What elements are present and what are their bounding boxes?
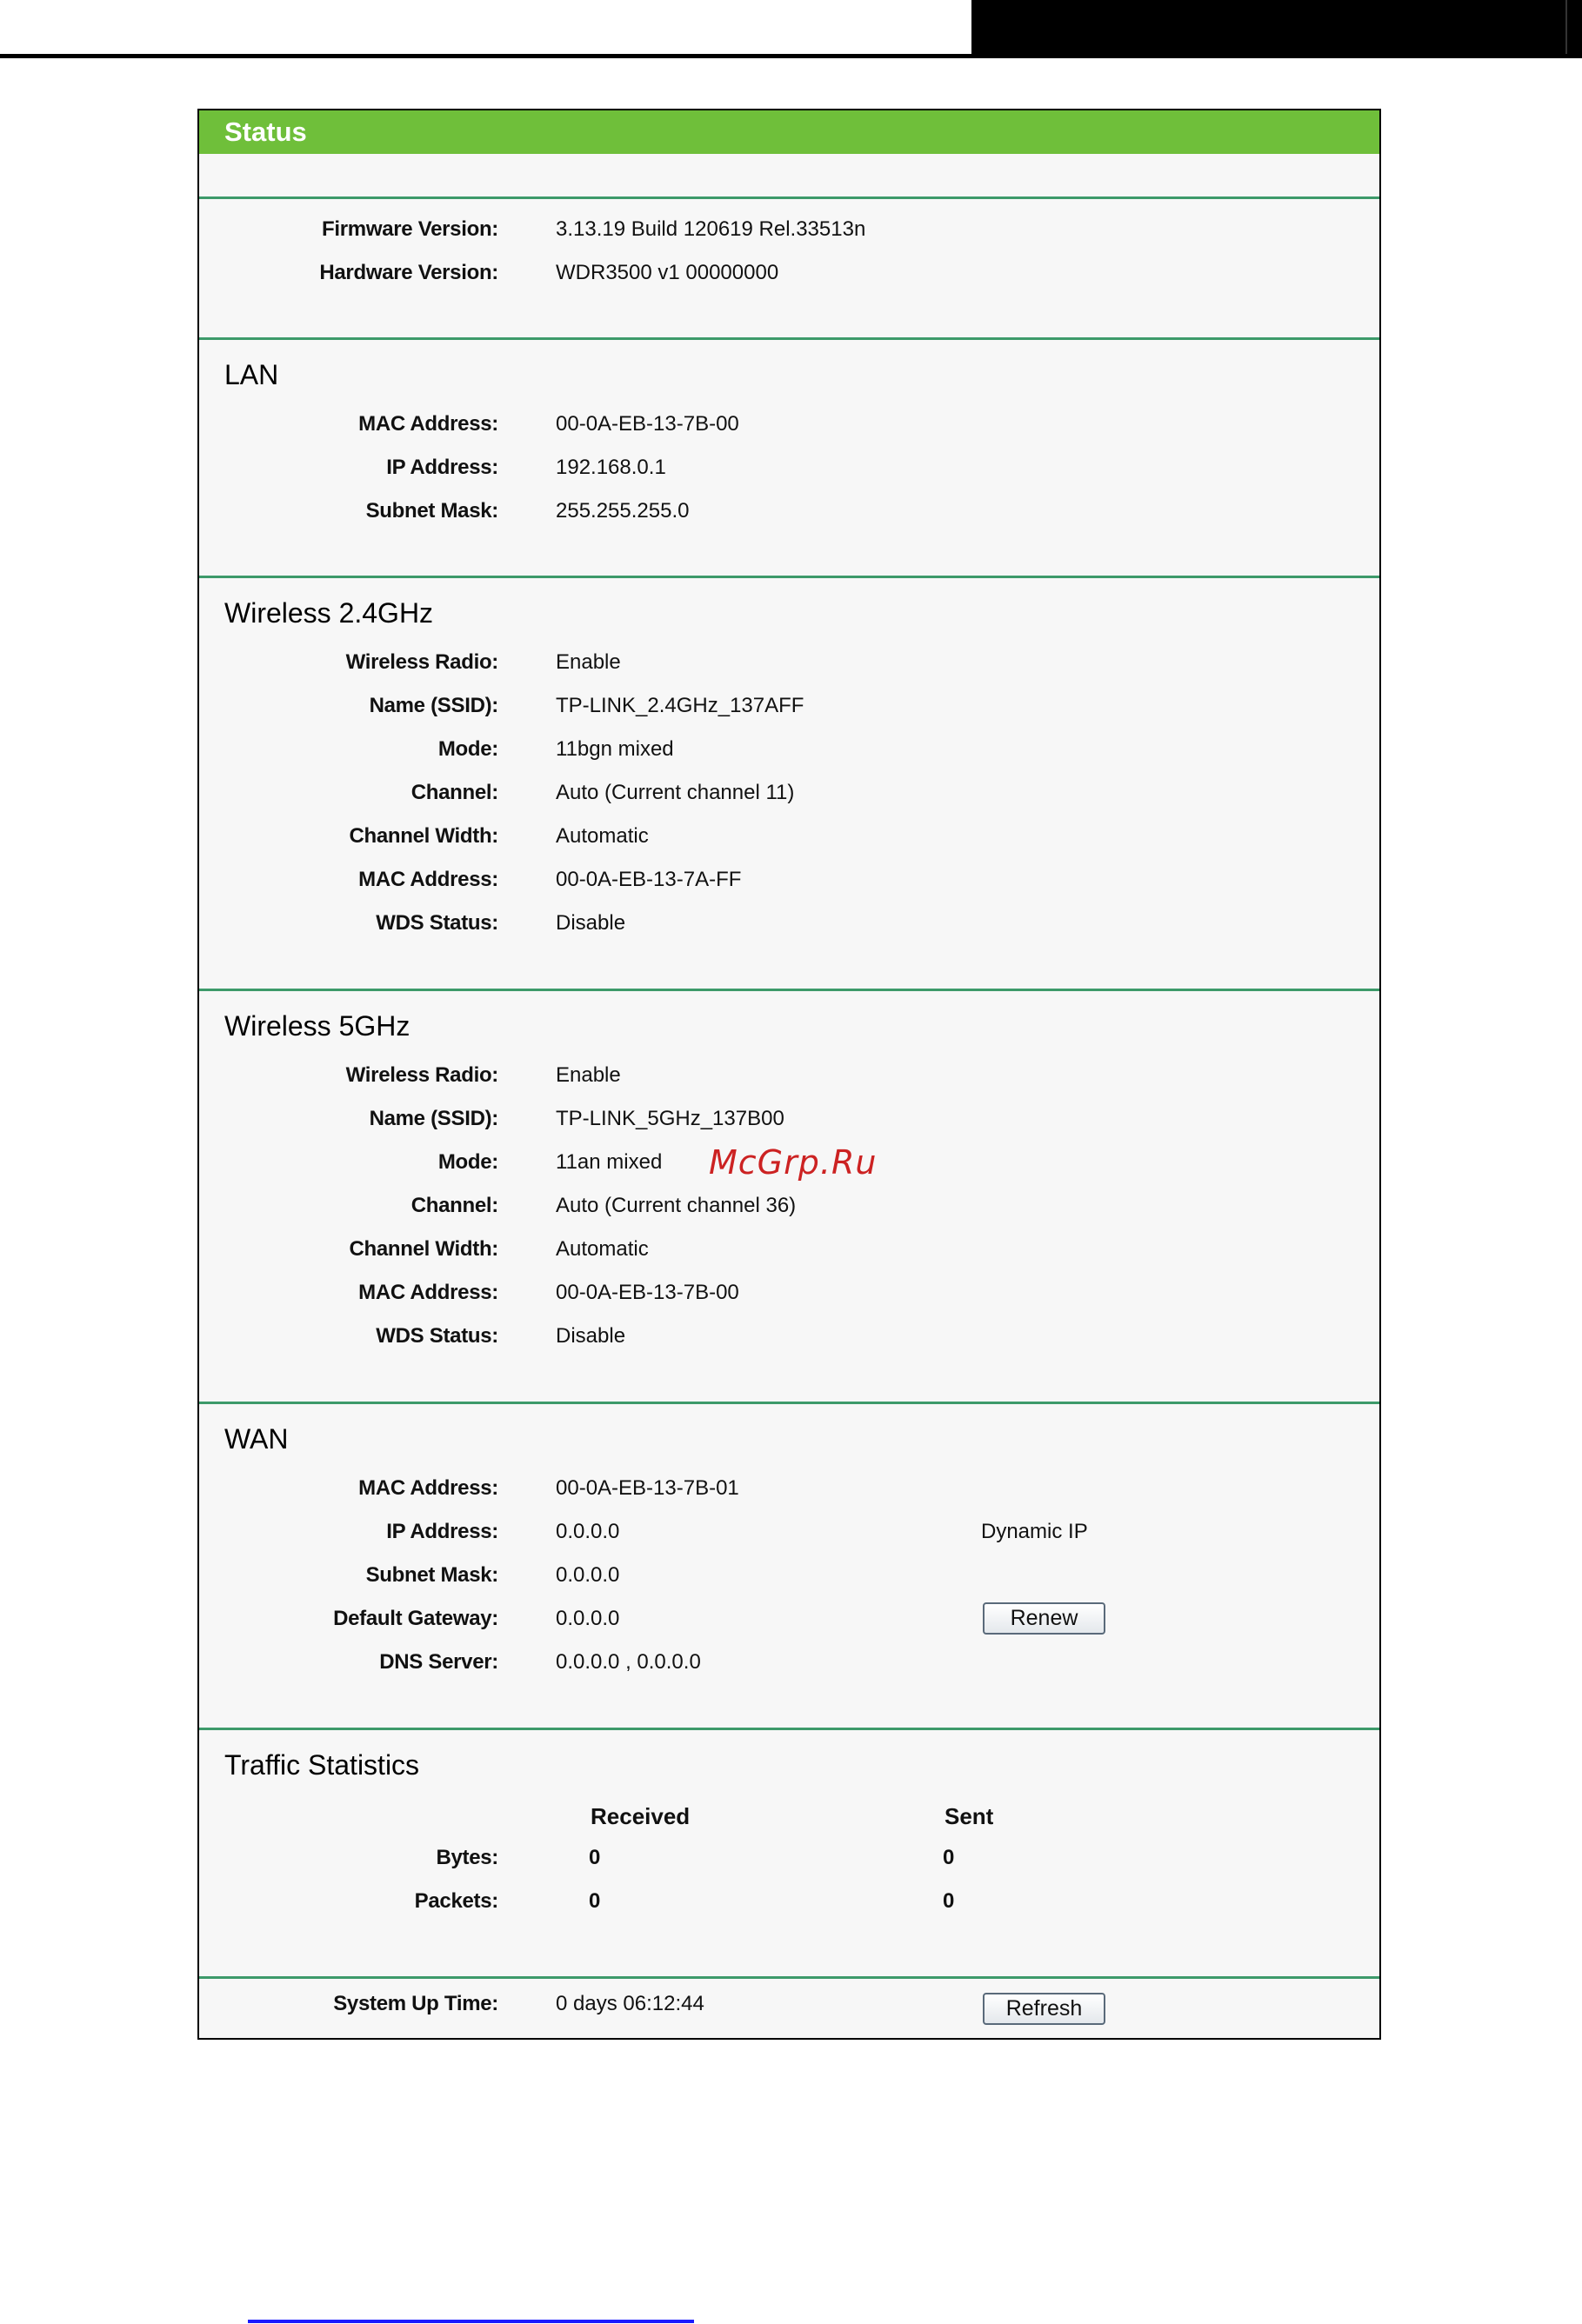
status-panel [197, 109, 1381, 2040]
panel-title: Status [224, 117, 307, 147]
refresh-button[interactable]: Refresh [983, 1993, 1105, 2025]
wireless-24-width-value: Automatic [556, 824, 649, 848]
wireless-24-wds-value: Disable [556, 911, 626, 935]
section-divider [199, 989, 1379, 991]
wireless-24-radio-label: Wireless Radio: [345, 650, 498, 674]
traffic-packets-label: Packets: [414, 1889, 498, 1913]
traffic-packets-received: 0 [589, 1889, 601, 1913]
wan-section-title: WAN [224, 1423, 289, 1455]
section-divider [199, 1976, 1379, 1979]
wireless-24-mode-value: 11bgn mixed [556, 737, 674, 761]
wan-subnet-label: Subnet Mask: [365, 1563, 498, 1587]
section-divider [199, 1728, 1379, 1730]
traffic-bytes-label: Bytes: [436, 1846, 498, 1869]
uptime-value: 0 days 06:12:44 [556, 1992, 704, 2015]
wireless-24-mode-label: Mode: [437, 737, 498, 761]
firmware-version-label: Firmware Version: [322, 217, 498, 241]
lan-mac-value: 00-0A-EB-13-7B-00 [556, 412, 739, 436]
hardware-version-value: WDR3500 v1 00000000 [556, 261, 779, 284]
wireless-5-mac-label: MAC Address: [358, 1281, 498, 1304]
status-panel-header [199, 110, 1379, 154]
wireless-24-ssid-label: Name (SSID): [369, 694, 498, 717]
footer-link-underline [248, 2320, 694, 2323]
wireless-24-mac-label: MAC Address: [358, 868, 498, 891]
page-header-rule [0, 54, 1582, 58]
traffic-packets-sent: 0 [943, 1889, 955, 1913]
wireless-5-channel-label: Channel: [411, 1194, 498, 1217]
firmware-version-value: 3.13.19 Build 120619 Rel.33513n [556, 217, 866, 241]
section-divider [199, 196, 1379, 199]
page-header-bar [971, 0, 1582, 57]
lan-subnet-value: 255.255.255.0 [556, 499, 690, 523]
wan-mac-value: 00-0A-EB-13-7B-01 [556, 1476, 739, 1500]
traffic-bytes-sent: 0 [943, 1846, 955, 1869]
wan-ip-value: 0.0.0.0 [556, 1520, 620, 1543]
wan-dns-label: DNS Server: [379, 1650, 498, 1674]
wan-dns-value: 0.0.0.0 , 0.0.0.0 [556, 1650, 701, 1674]
traffic-received-header: Received [591, 1803, 691, 1829]
wan-ip-label: IP Address: [386, 1520, 498, 1543]
wireless-5-wds-label: WDS Status: [376, 1324, 498, 1348]
wireless-5-radio-value: Enable [556, 1063, 621, 1087]
wireless-5-channel-value: Auto (Current channel 36) [556, 1194, 797, 1217]
wireless-24-radio-value: Enable [556, 650, 621, 674]
traffic-sent-header: Sent [945, 1803, 994, 1829]
renew-button[interactable]: Renew [983, 1602, 1105, 1635]
wireless-5-mode-label: Mode: [437, 1150, 498, 1174]
lan-mac-label: MAC Address: [358, 412, 498, 436]
wireless-5-width-value: Automatic [556, 1237, 649, 1261]
wan-connection-type: Dynamic IP [981, 1520, 1088, 1543]
wireless-5-ssid-label: Name (SSID): [369, 1107, 498, 1130]
wireless-24-mac-value: 00-0A-EB-13-7A-FF [556, 868, 742, 891]
section-divider [199, 1402, 1379, 1404]
watermark-text: McGrp.Ru [709, 1143, 878, 1182]
wireless-24-ssid-value: TP-LINK_2.4GHz_137AFF [556, 694, 804, 717]
traffic-bytes-received: 0 [589, 1846, 601, 1869]
page-header-edge [1565, 0, 1567, 57]
wireless-24-wds-label: WDS Status: [376, 911, 498, 935]
wireless-5-wds-value: Disable [556, 1324, 626, 1348]
wireless-5-section-title: Wireless 5GHz [224, 1010, 411, 1042]
wireless-5-ssid-value: TP-LINK_5GHz_137B00 [556, 1107, 784, 1130]
wan-gateway-label: Default Gateway: [333, 1607, 498, 1630]
wireless-24-width-label: Channel Width: [349, 824, 498, 848]
hardware-version-label: Hardware Version: [319, 261, 498, 284]
lan-subnet-label: Subnet Mask: [365, 499, 498, 523]
wireless-5-mode-value: 11an mixed [556, 1150, 663, 1174]
uptime-label: System Up Time: [333, 1992, 498, 2015]
wan-gateway-value: 0.0.0.0 [556, 1607, 620, 1630]
section-divider [199, 576, 1379, 578]
lan-ip-label: IP Address: [386, 456, 498, 479]
wireless-5-width-label: Channel Width: [349, 1237, 498, 1261]
wan-mac-label: MAC Address: [358, 1476, 498, 1500]
wireless-5-mac-value: 00-0A-EB-13-7B-00 [556, 1281, 739, 1304]
wireless-5-radio-label: Wireless Radio: [345, 1063, 498, 1087]
section-divider [199, 337, 1379, 340]
lan-section-title: LAN [224, 359, 279, 390]
lan-ip-value: 192.168.0.1 [556, 456, 666, 479]
traffic-section-title: Traffic Statistics [224, 1749, 420, 1781]
wan-subnet-value: 0.0.0.0 [556, 1563, 620, 1587]
wireless-24-channel-label: Channel: [411, 781, 498, 804]
wireless-24-section-title: Wireless 2.4GHz [224, 597, 434, 629]
wireless-24-channel-value: Auto (Current channel 11) [556, 781, 795, 804]
